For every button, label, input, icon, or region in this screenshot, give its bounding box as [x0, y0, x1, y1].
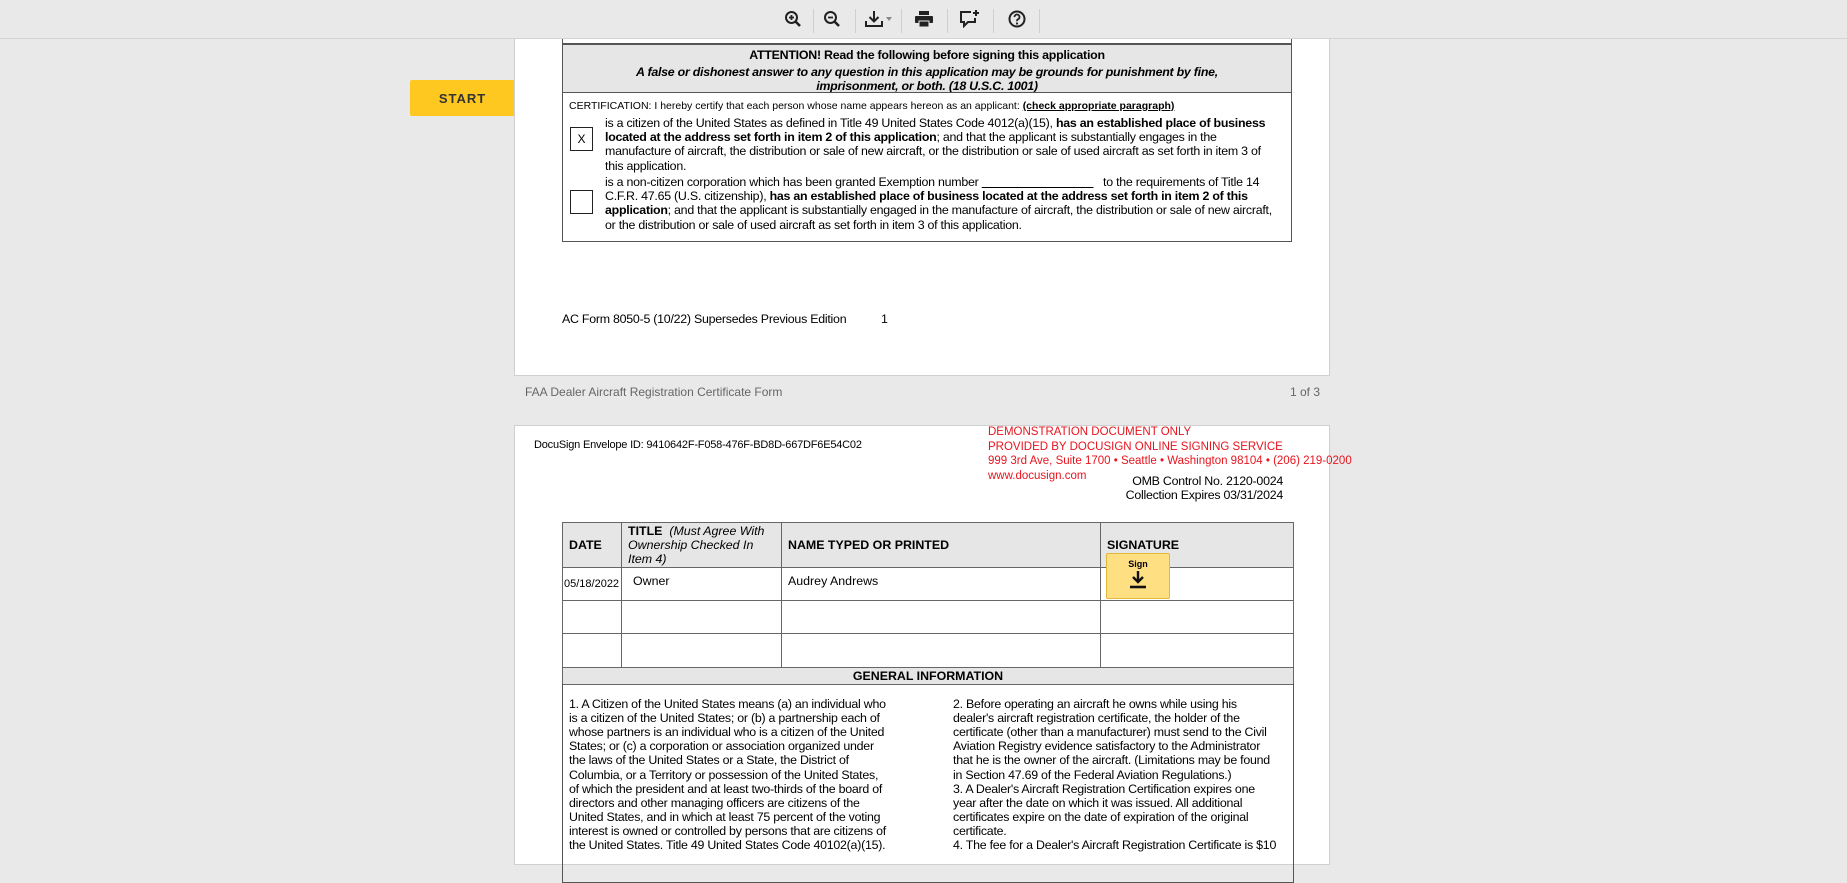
signature-table — [562, 522, 1294, 685]
text-line: of which the president and at least two-thirds of the board of — [569, 781, 883, 796]
text-segment: has an established place of business — [1055, 116, 1266, 130]
certification-text: CERTIFICATION: I hereby certify that each person whose name appears hereon as an applicant: — [569, 100, 1023, 112]
sign-button[interactable] — [1106, 553, 1170, 599]
download-icon — [865, 10, 893, 28]
print-button[interactable] — [904, 5, 944, 33]
form-footer: AC Form 8050-5 (10/22) Supersedes Previous Edition — [562, 312, 847, 326]
text-segment: ; and that the applicant is substantially engaged in the manufacture of aircraft, the distribution or sale of new aircraft, — [667, 203, 1272, 218]
page-number: 1 — [881, 312, 888, 326]
text-segment: to the requirements of Title 14 — [1093, 175, 1260, 189]
table-row — [563, 634, 1294, 668]
text-line: States; or (c) a corporation or association organized under — [569, 739, 874, 754]
text-line: whose partners is an individual who is a citizen of the United — [569, 725, 885, 740]
text-segment: located at the address set forth in item 2 of this application — [605, 130, 937, 145]
table-row — [563, 601, 1294, 634]
text-line: United States, and in which at least 75 percent of the voting — [569, 809, 881, 824]
text-line: dealer's aircraft registration certificate, the holder of the — [953, 711, 1240, 726]
text-line: that he is the owner of the aircraft. (Limitations may be found — [953, 753, 1270, 768]
help-button[interactable] — [997, 5, 1037, 33]
table-row — [563, 568, 1294, 601]
general-info-title: GENERAL INFORMATION — [563, 668, 1294, 685]
text-line — [605, 116, 1265, 130]
start-button[interactable]: START — [410, 80, 515, 116]
header-name: NAME TYPED OR PRINTED — [782, 523, 1101, 568]
text-line — [605, 189, 1248, 203]
comment-plus-icon — [960, 10, 980, 28]
text-line — [605, 203, 1272, 217]
attention-title: ATTENTION! Read the following before signing this application — [749, 48, 1105, 62]
text-line — [605, 130, 1217, 144]
text-segment: manufacture of aircraft, the distribution or sale of new aircraft, or the distribution or sale of used aircraft as set forth in item 3 of — [605, 144, 1261, 159]
text-line — [605, 175, 1259, 189]
text-line: the United States. Title 49 United States Code 40102(a)(15). — [569, 838, 886, 852]
text-line: 3. A Dealer's Aircraft Registration Certification expires one — [953, 781, 1255, 796]
zoom-out-button[interactable] — [812, 5, 852, 33]
citizen-checkbox[interactable]: X — [570, 127, 593, 151]
document-name: FAA Dealer Aircraft Registration Certificate Form — [525, 385, 783, 399]
text-line: DEMONSTRATION DOCUMENT ONLY — [988, 426, 1192, 438]
sign-label: Sign — [1128, 559, 1148, 569]
text-line: www.docusign.com — [988, 469, 1087, 482]
non-citizen-checkbox[interactable] — [570, 190, 593, 214]
text-line — [605, 144, 1261, 158]
text-line: year after the date on which it was issued. All additional — [953, 795, 1243, 810]
zoom-out-icon — [823, 10, 841, 28]
toolbar — [0, 0, 1847, 39]
text-line: in Section 47.69 of the Federal Aviation Regulations.) — [953, 767, 1232, 782]
envelope-id: DocuSign Envelope ID: 9410642F-F058-476F-BD8D-667DF6E54C02 — [534, 439, 862, 451]
name-cell: Audrey Andrews — [782, 568, 1101, 601]
text-line: interest is owned or controlled by persons that are citizens of — [569, 823, 886, 838]
attention-subtitle-2: imprisonment, or both. (18 U.S.C. 1001) — [816, 79, 1038, 93]
certification-instruction: (check appropriate paragraph) — [1022, 100, 1175, 112]
header-title: TITLE (Must Agree With Ownership Checked In Item 4) — [622, 523, 782, 568]
omb-control: OMB Control No. 2120-0024 — [1132, 474, 1283, 488]
text-line: PROVIDED BY DOCUSIGN ONLINE SIGNING SERVICE — [988, 440, 1283, 453]
text-line: Columbia, or a Territory or possession of the United States, — [569, 767, 879, 782]
header-signature: SIGNATURE — [1101, 523, 1294, 568]
text-segment: is a non-citizen corporation which has been granted Exemption number — [605, 175, 982, 189]
text-segment: ; and that the applicant is substantially engages in the — [936, 130, 1217, 145]
text-line: the laws of the United States or a State, the District of — [569, 753, 849, 768]
text-line: 4. The fee for a Dealer's Aircraft Registration Certificate is $10 — [953, 838, 1277, 852]
text-line: 999 3rd Ave, Suite 1700 • Seattle • Washington 98104 • (206) 219-0200 — [988, 455, 1352, 467]
attention-subtitle: A false or dishonest answer to any question in this application may be grounds for punishment by fine, — [636, 65, 1218, 79]
text-line: certificates expire on the date of expiration of the original — [953, 809, 1249, 824]
arrow-down-icon — [1128, 569, 1148, 589]
text-segment: has an established place of business located at the address set forth in item 2 of this — [769, 189, 1248, 204]
zoom-in-button[interactable] — [773, 5, 813, 33]
collection-expires: Collection Expires 03/31/2024 — [1125, 488, 1283, 502]
help-icon — [1008, 10, 1026, 28]
zoom-in-icon — [784, 10, 802, 28]
text-segment: this application. — [605, 158, 687, 173]
text-line: 1. A Citizen of the United States means (a) an individual who — [569, 697, 886, 711]
text-line: certificate. — [953, 823, 1007, 838]
text-segment: or the distribution or sale of used aircraft as set forth in item 3 of this application. — [605, 217, 1022, 232]
page-count: 1 of 3 — [1289, 385, 1320, 399]
header-date: DATE — [563, 523, 622, 568]
print-icon — [915, 11, 933, 27]
text-line: certificate (other than a manufacturer) must send to the Civil — [953, 725, 1267, 740]
date-cell: 05/18/2022 — [563, 568, 622, 601]
text-line: is a citizen of the United States; or (b) a partnership each of — [569, 711, 880, 726]
text-line — [605, 218, 1022, 232]
text-line: directors and other managing officers are citizens of the — [569, 795, 860, 810]
download-button[interactable] — [856, 5, 902, 33]
text-line: Aviation Registry evidence satisfactory to the Administrator — [953, 739, 1261, 754]
attention-box — [562, 44, 1292, 93]
text-segment — [982, 175, 1094, 189]
title-cell: Owner — [622, 568, 782, 601]
text-line — [605, 159, 686, 173]
text-segment: application — [605, 203, 668, 218]
text-segment: C.F.R. 47.65 (U.S. citizenship), — [605, 189, 770, 204]
text-line: 2. Before operating an aircraft he owns while using his — [953, 697, 1237, 711]
text-segment: is a citizen of the United States as defined in Title 49 United States Code 4012(a)(15), — [605, 116, 1056, 130]
add-comment-button[interactable] — [950, 5, 990, 33]
certification-intro — [569, 100, 1174, 112]
